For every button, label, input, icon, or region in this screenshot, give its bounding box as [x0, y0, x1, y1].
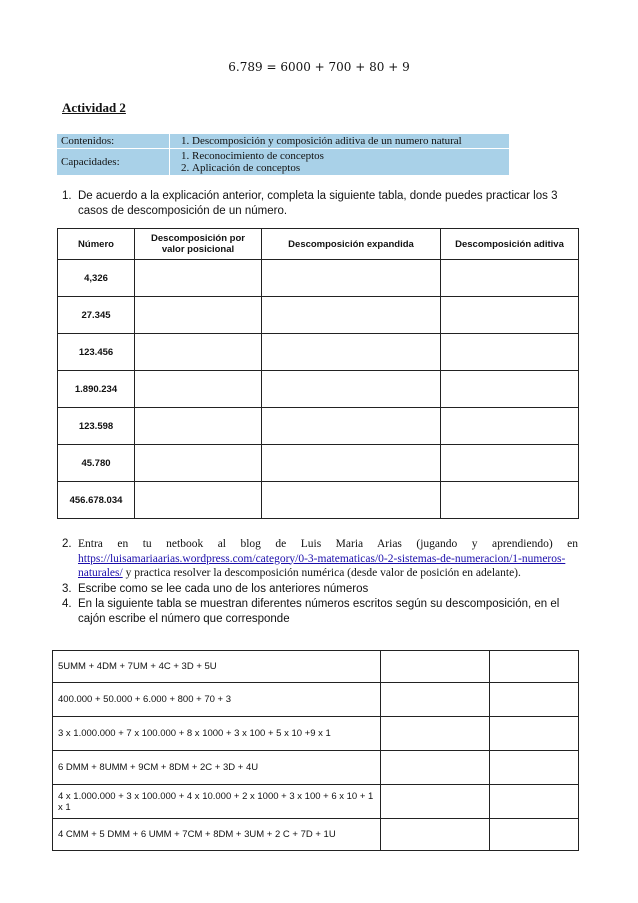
answer-cell[interactable]	[135, 445, 262, 482]
composition-expression: 4 x 1.000.000 + 3 x 100.000 + 4 x 10.000 + 2 x 1000 + 3 x 100 + 6 x 10 + 1 x 1	[53, 785, 381, 819]
table-row	[58, 371, 579, 408]
table-row	[53, 651, 579, 683]
question-1-text: De acuerdo a la explicación anterior, completa la siguiente tabla, donde puedes practicar los 3 casos de descomposición de un número.	[78, 190, 558, 217]
answer-box[interactable]	[380, 819, 489, 851]
answer-cell[interactable]	[262, 334, 441, 371]
answer-cell[interactable]	[262, 408, 441, 445]
question-2-number: 2.	[62, 538, 72, 550]
capacidades-content	[170, 149, 510, 176]
practice-header-row	[58, 229, 579, 260]
answer-cell[interactable]	[441, 334, 579, 371]
question-4	[62, 597, 578, 626]
composition-table	[52, 650, 579, 851]
number-cell: 45.780	[58, 445, 135, 482]
question-3	[62, 582, 578, 597]
table-row	[53, 683, 579, 717]
table-row	[58, 408, 579, 445]
number-cell: 123.456	[58, 334, 135, 371]
answer-cell[interactable]	[135, 297, 262, 334]
capacidades-item: 1. Reconocimiento de conceptos	[192, 150, 505, 162]
table-row	[53, 717, 579, 751]
contenidos-label: Contenidos:	[57, 134, 170, 149]
answer-cell[interactable]	[262, 297, 441, 334]
practice-table	[57, 228, 579, 519]
answer-cell[interactable]	[262, 482, 441, 519]
answer-box[interactable]	[380, 785, 489, 819]
table-row	[58, 297, 579, 334]
number-cell: 27.345	[58, 297, 135, 334]
header-numero: Número	[58, 229, 135, 260]
answer-box-extra[interactable]	[489, 651, 578, 683]
question-1	[62, 189, 578, 219]
table-row	[53, 785, 579, 819]
header-valor-posicional: Descomposición por valor posicional	[135, 229, 262, 260]
composition-expression: 5UMM + 4DM + 7UM + 4C + 3D + 5U	[53, 651, 381, 683]
number-cell: 1.890.234	[58, 371, 135, 408]
question-4-number: 4.	[62, 598, 72, 610]
info-table	[56, 133, 510, 176]
table-row	[53, 751, 579, 785]
equation: 6.789 = 6000 + 700 + 80 + 9	[228, 60, 410, 74]
composition-expression: 400.000 + 50.000 + 6.000 + 800 + 70 + 3	[53, 683, 381, 717]
number-cell: 456.678.034	[58, 482, 135, 519]
table-row	[58, 482, 579, 519]
blog-link[interactable]: https://luisamariaarias.wordpress.com/category/0-3-matematicas/0-2-sistemas-de-numeracion/1-numeros-naturales/	[78, 552, 566, 579]
question-2-text-before: Entra en tu netbook al blog de Luis Maria Arias (jugando y aprendiendo) en	[78, 538, 578, 550]
answer-box[interactable]	[380, 751, 489, 785]
answer-box-extra[interactable]	[489, 785, 578, 819]
answer-cell[interactable]	[441, 260, 579, 297]
contenidos-row	[57, 134, 510, 149]
answer-cell[interactable]	[262, 260, 441, 297]
capacidades-row	[57, 149, 510, 176]
question-3-number: 3.	[62, 582, 72, 595]
header-aditiva: Descomposición aditiva	[441, 229, 579, 260]
answer-box[interactable]	[380, 683, 489, 717]
contenidos-item: 1. Descomposición y composición aditiva de un numero natural	[192, 135, 505, 147]
number-cell: 4,326	[58, 260, 135, 297]
answer-cell[interactable]	[262, 371, 441, 408]
composition-expression: 3 x 1.000.000 + 7 x 100.000 + 8 x 1000 + 3 x 100 + 5 x 10 +9 x 1	[53, 717, 381, 751]
answer-cell[interactable]	[135, 408, 262, 445]
answer-cell[interactable]	[135, 371, 262, 408]
answer-cell[interactable]	[262, 445, 441, 482]
composition-expression: 4 CMM + 5 DMM + 6 UMM + 7CM + 8DM + 3UM + 2 C + 7D + 1U	[53, 819, 381, 851]
table-row	[53, 819, 579, 851]
table-row	[58, 260, 579, 297]
capacidades-item: 2. Aplicación de conceptos	[192, 162, 505, 174]
question-2	[62, 537, 578, 581]
answer-cell[interactable]	[441, 445, 579, 482]
answer-box-extra[interactable]	[489, 819, 578, 851]
answer-cell[interactable]	[441, 482, 579, 519]
table-row	[58, 445, 579, 482]
answer-cell[interactable]	[441, 297, 579, 334]
answer-cell[interactable]	[441, 371, 579, 408]
table-row	[58, 334, 579, 371]
header-expandida: Descomposición expandida	[262, 229, 441, 260]
capacidades-label: Capacidades:	[57, 149, 170, 176]
answer-cell[interactable]	[135, 334, 262, 371]
answer-box-extra[interactable]	[489, 683, 578, 717]
activity-title: Actividad 2	[62, 100, 126, 115]
questions-list	[62, 537, 578, 627]
question-3-text: Escribe como se lee cada uno de los anteriores números	[78, 582, 369, 595]
answer-cell[interactable]	[135, 260, 262, 297]
contenidos-content	[170, 134, 510, 149]
question-4-text: En la siguiente tabla se muestran diferentes números escritos según su descomposición, en el cajón escribe el número que corresponde	[78, 598, 560, 625]
question-2-text-after: y practica resolver la descomposición numérica (desde valor de posición en adelante).	[122, 567, 521, 579]
answer-box-extra[interactable]	[489, 717, 578, 751]
composition-expression: 6 DMM + 8UMM + 9CM + 8DM + 2C + 3D + 4U	[53, 751, 381, 785]
number-cell: 123.598	[58, 408, 135, 445]
answer-cell[interactable]	[441, 408, 579, 445]
answer-box-extra[interactable]	[489, 751, 578, 785]
question-1-number: 1.	[62, 190, 72, 202]
answer-box[interactable]	[380, 717, 489, 751]
answer-box[interactable]	[380, 651, 489, 683]
answer-cell[interactable]	[135, 482, 262, 519]
